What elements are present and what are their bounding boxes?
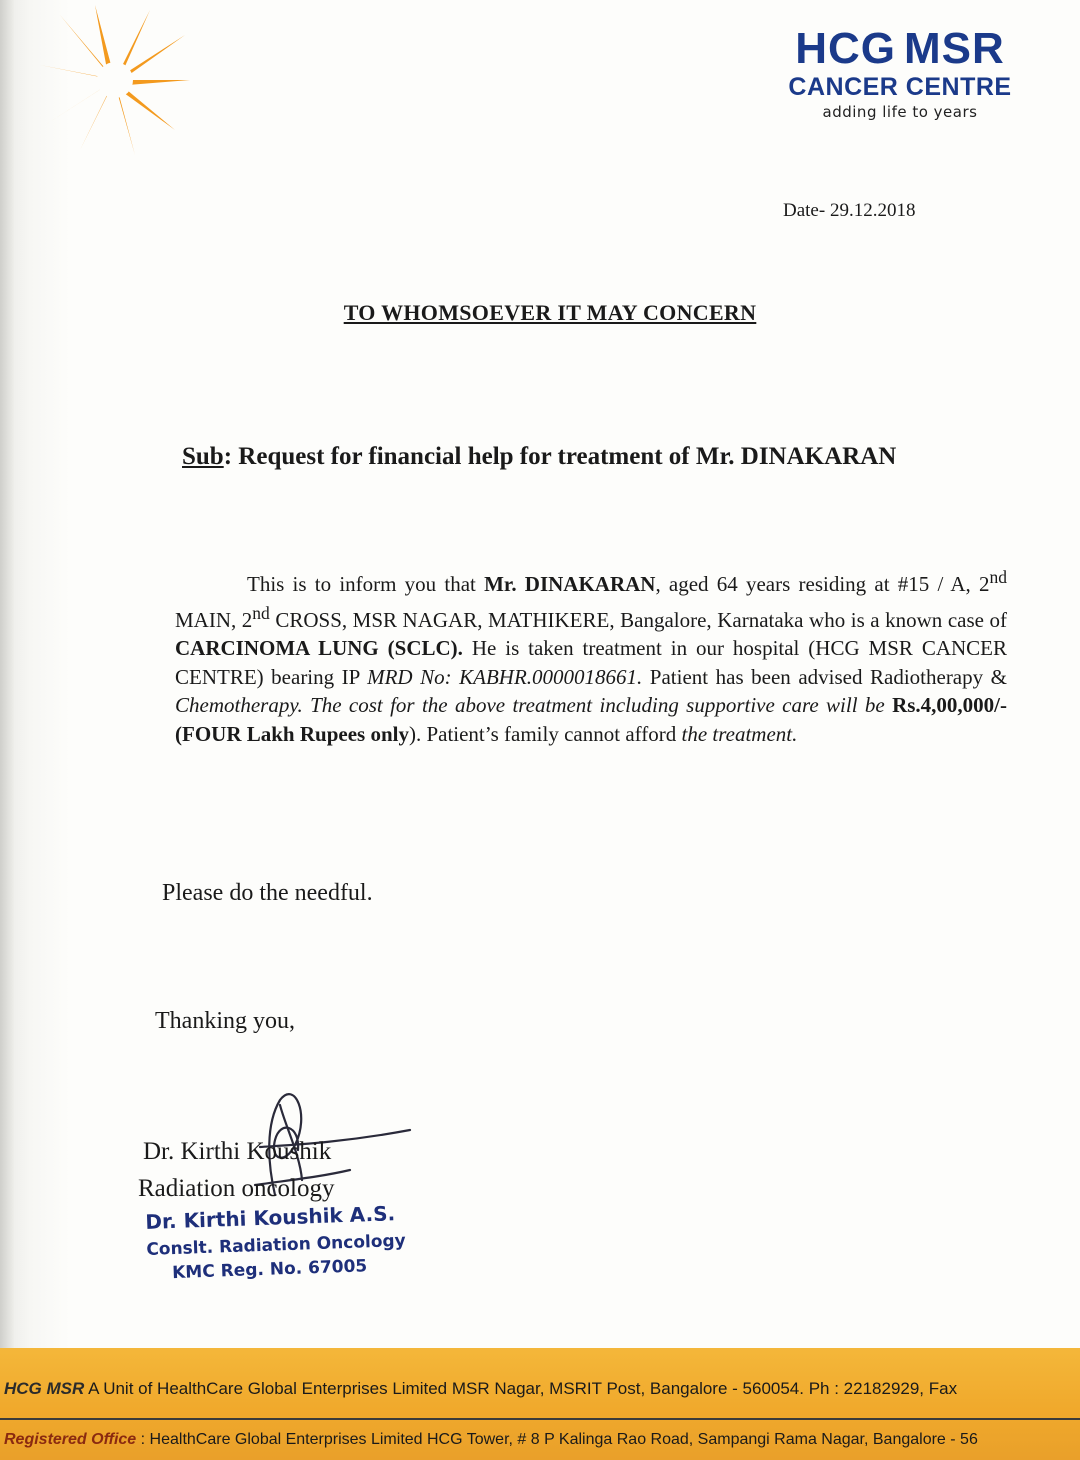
request-line: Please do the needful. <box>162 880 373 906</box>
logo-name: CANCER CENTRE <box>788 73 1012 101</box>
mrd-number: MRD No: KABHR.0000018661. <box>367 664 643 689</box>
logo-wordmark <box>740 25 1060 73</box>
footer-registered-office <box>4 1431 978 1449</box>
ordinal-sup-2: nd <box>252 602 270 623</box>
body-text-7: ). Patient’s family cannot afford <box>408 721 682 746</box>
registered-office-label: Registered Office <box>4 1431 137 1448</box>
therapy-text: Chemotherapy. The cost for the above treatment including supportive care will be <box>175 693 893 717</box>
doctor-stamp <box>145 1201 407 1284</box>
body-text-5: He is taken treatment in our hospital (HCG MSR CANCER CENTRE) bearing IP <box>175 636 1007 689</box>
letter-body <box>175 563 1007 748</box>
page-edge-shadow <box>0 0 14 1460</box>
logo-hcg: HCG <box>795 24 896 73</box>
body-text-2: , aged 64 years residing at #15 / A, 2 <box>655 572 990 596</box>
diagnosis: CARCINOMA LUNG (SCLC). <box>175 636 463 660</box>
logo-msr: MSR <box>904 24 1005 73</box>
footer-address-line <box>4 1379 957 1399</box>
stamp-registration: KMC Reg. No. 67005 <box>171 1256 368 1284</box>
letter-subject <box>182 443 896 471</box>
signatory-department: Radiation oncology <box>138 1175 335 1202</box>
closing-line: Thanking you, <box>155 1008 295 1034</box>
letter-heading: TO WHOMSOEVER IT MAY CONCERN <box>343 300 757 325</box>
treatment-amount: Rs.4,00,000/- (FOUR Lakh Rupees only <box>175 693 1007 746</box>
patient-name: Mr. DINAKARAN <box>484 572 656 596</box>
body-text-6: Patient has been advised Radiotherapy & <box>642 664 1007 689</box>
logo-tagline: adding life to years <box>822 103 978 121</box>
ordinal-sup-1: nd <box>989 567 1007 587</box>
sun-logo-icon <box>40 5 190 155</box>
subject-label: Sub <box>182 443 224 470</box>
signatory-name: Dr. Kirthi Koushik <box>143 1138 332 1165</box>
stamp-name: Dr. Kirthi Koushik A.S. <box>145 1201 396 1234</box>
body-text-4: CROSS, MSR NAGAR, MATHIKERE, Bangalore, Karnataka who is a known case of <box>269 607 1008 632</box>
letterhead-footer <box>0 1348 1080 1460</box>
footer-brand: HCG MSR <box>4 1379 85 1398</box>
footer-divider <box>0 1418 1080 1420</box>
letter-date: Date- 29.12.2018 <box>783 200 916 221</box>
body-text-1: This is to inform you that <box>247 572 485 596</box>
body-text-3: MAIN, 2 <box>175 607 253 632</box>
stamp-title: Conslt. Radiation Oncology <box>146 1230 407 1260</box>
hospital-logo <box>740 25 1060 121</box>
footer-address-text: A Unit of HealthCare Global Enterprises Limited MSR Nagar, MSRIT Post, Bangalore - 560054. Ph : 22182929, Fax <box>84 1379 958 1398</box>
subject-text: : Request for financial help for treatment of Mr. DINAKARAN <box>223 443 897 470</box>
body-text-end: the treatment. <box>681 721 798 746</box>
registered-office-text: : HealthCare Global Enterprises Limited HCG Tower, # 8 P Kalinga Rao Road, Sampangi Rama Nagar, Bangalore - 56 <box>136 1431 978 1448</box>
